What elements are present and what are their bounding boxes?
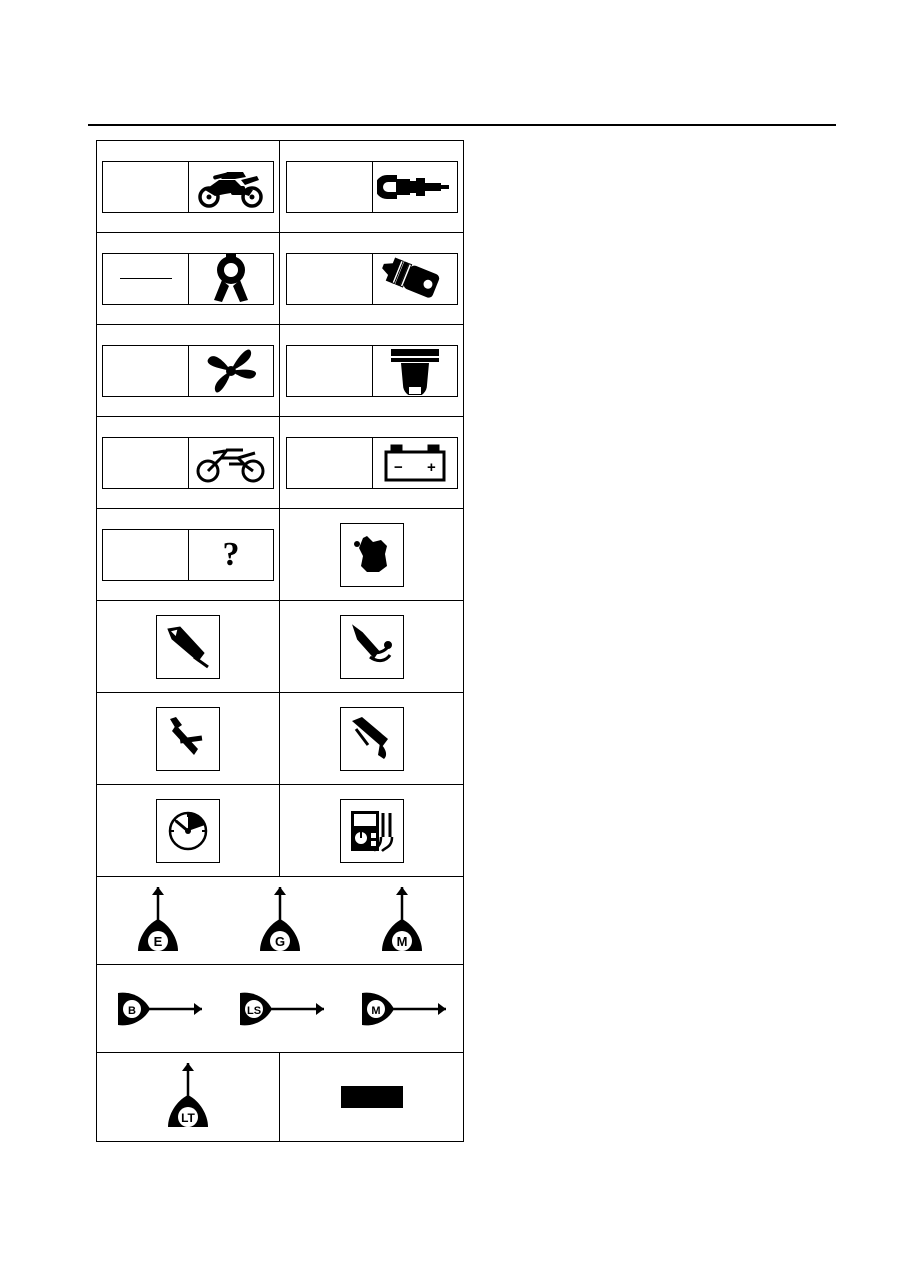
- legend-label-blank: [103, 438, 189, 488]
- sealant-applicator-icon: [340, 707, 404, 771]
- question-mark-text: ?: [222, 535, 240, 573]
- table-row: [97, 509, 463, 601]
- torque-bell-icon: [103, 885, 213, 957]
- torque-bell-icon: [347, 885, 457, 957]
- svg-text:B: B: [128, 1004, 136, 1017]
- torque-side-icon: [103, 989, 213, 1029]
- spark-plug-wrench-icon: [373, 162, 457, 212]
- legend-label-blank: [103, 162, 189, 212]
- oil-applicator-icon: [156, 615, 220, 679]
- oil-can-grease-icon: [340, 523, 404, 587]
- battery-icon: [373, 438, 457, 488]
- table-cell: [97, 417, 280, 508]
- legend-label-blank: [287, 438, 373, 488]
- svg-text:+: +: [426, 458, 436, 476]
- table-cell: [97, 325, 280, 416]
- legend-table: [96, 140, 464, 1142]
- svg-text:LS: LS: [246, 1004, 262, 1017]
- legend-entry: [286, 253, 458, 305]
- question-mark-icon: [189, 530, 273, 580]
- svg-text:G: G: [274, 933, 286, 949]
- torque-bell-icon: [160, 1061, 216, 1133]
- table-cell: [97, 141, 280, 232]
- table-cell: [280, 325, 463, 416]
- special-tool-wrench-icon: [189, 254, 273, 304]
- table-cell: [280, 693, 463, 784]
- table-cell: [97, 693, 280, 784]
- svg-text:E: E: [153, 933, 163, 949]
- torque-symbol-group: [97, 989, 463, 1029]
- brake-fluid-applicator-icon: [156, 707, 220, 771]
- grease-gun-icon: [340, 615, 404, 679]
- oil-filter-icon: [373, 346, 457, 396]
- legend-label-blank: [103, 254, 189, 304]
- table-cell: [280, 509, 463, 600]
- legend-label-blank: [287, 254, 373, 304]
- legend-entry: [102, 529, 274, 581]
- legend-entry: [102, 437, 274, 489]
- table-cell: [97, 785, 280, 876]
- legend-label-blank: [287, 162, 373, 212]
- table-cell: [280, 141, 463, 232]
- table-cell: [280, 233, 463, 324]
- table-cell: [97, 1053, 280, 1141]
- legend-label-blank: [103, 346, 189, 396]
- cooling-fan-icon: [189, 346, 273, 396]
- table-cell: [280, 601, 463, 692]
- dash-line-icon: [120, 278, 172, 279]
- legend-entry: [102, 253, 274, 305]
- table-cell: [97, 877, 463, 964]
- multimeter-icon: [340, 799, 404, 863]
- legend-entry: [286, 345, 458, 397]
- torque-side-icon: [347, 989, 457, 1029]
- motorcycle-outline-icon: [189, 438, 273, 488]
- legend-label-blank: [287, 346, 373, 396]
- table-cell: [280, 417, 463, 508]
- table-row: [97, 417, 463, 509]
- table-cell: [97, 509, 280, 600]
- table-cell: [280, 1053, 463, 1141]
- svg-text:−: −: [393, 458, 403, 476]
- torque-bell-icon: [225, 885, 335, 957]
- table-row: [97, 785, 463, 877]
- motorcycle-icon: [189, 162, 273, 212]
- solid-black-bar-icon: [341, 1086, 403, 1108]
- svg-text:M: M: [396, 933, 408, 949]
- table-row: [97, 233, 463, 325]
- svg-text:M: M: [371, 1004, 381, 1017]
- table-row: [97, 325, 463, 417]
- table-row: [97, 1053, 463, 1141]
- table-cell: [97, 233, 280, 324]
- table-row: [97, 601, 463, 693]
- legend-entry: [286, 437, 458, 489]
- legend-entry: [102, 345, 274, 397]
- table-row: [97, 693, 463, 785]
- legend-entry: [286, 161, 458, 213]
- table-cell: [280, 785, 463, 876]
- top-horizontal-rule: [88, 124, 836, 126]
- torque-symbol-group: [97, 885, 463, 957]
- table-row: [97, 877, 463, 965]
- legend-entry: [102, 161, 274, 213]
- tachometer-gauge-icon: [156, 799, 220, 863]
- torque-side-icon: [225, 989, 335, 1029]
- svg-text:LT: LT: [181, 1111, 195, 1125]
- table-cell: [97, 601, 280, 692]
- table-cell: [97, 965, 463, 1052]
- table-row: [97, 965, 463, 1053]
- table-row: [97, 141, 463, 233]
- piston-icon: [373, 254, 457, 304]
- legend-label-blank: [103, 530, 189, 580]
